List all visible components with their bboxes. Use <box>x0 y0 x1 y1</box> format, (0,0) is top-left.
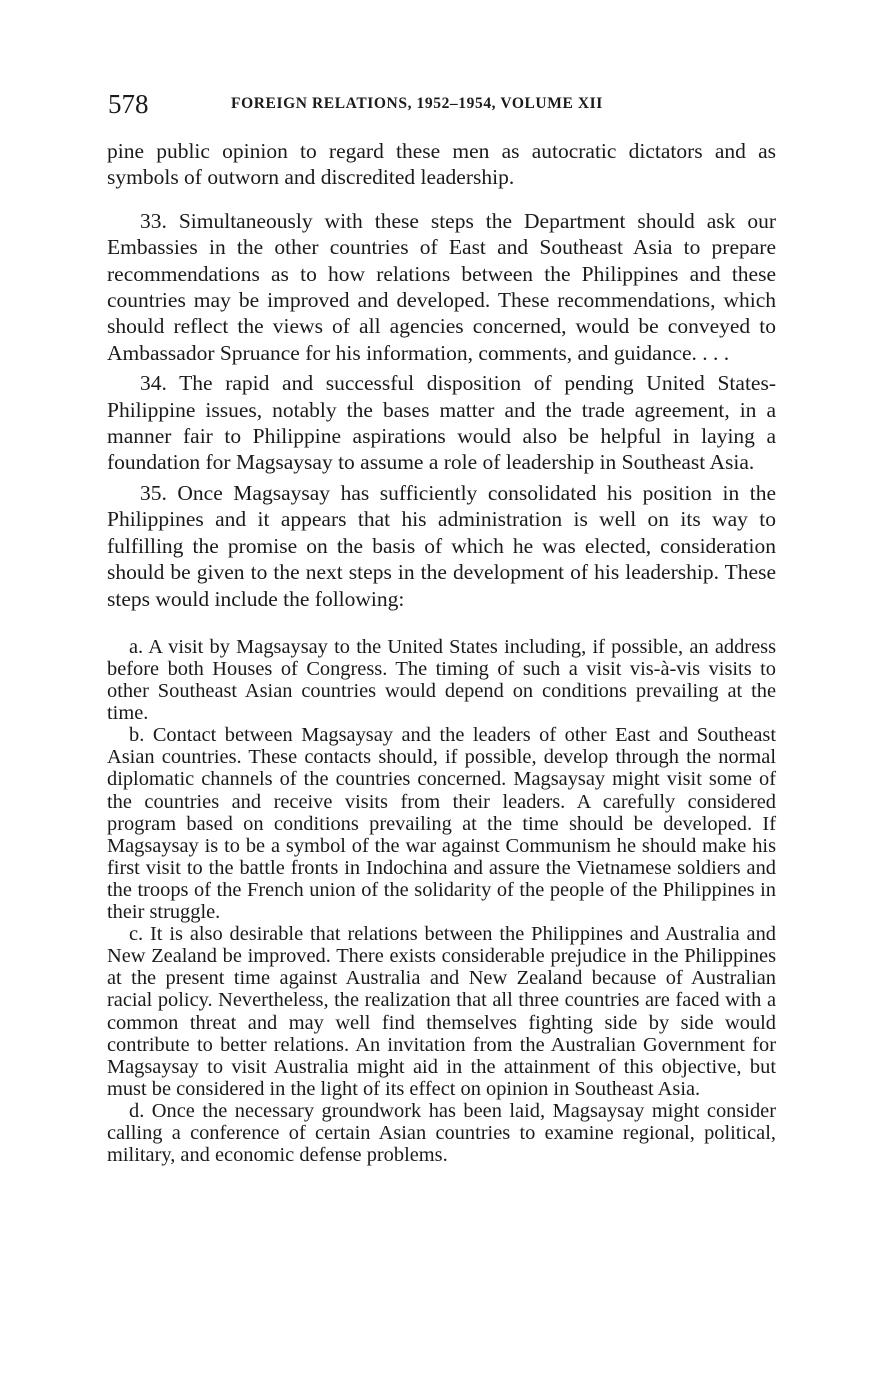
sub-item-c: c. It is also desirable that relations between the Philippines and Australia and New Zealand be improved. There exists considerable prejudice in the Philippines at the present time against Australia and New Zealand because of Australian racial policy. Nevertheless, the realization that all three countries are faced with a common threat and may well find themselves fighting side by side would contribute to better relations. An invitation from the Australian Government for Magsaysay to visit Australia might aid in the attainment of this objective, but must be considered in the light of its effect on opinion in Southeast Asia. <box>107 923 776 1100</box>
sub-item-b: b. Contact between Magsaysay and the leaders of other East and Southeast Asian countries. These contacts should, if possible, develop through the normal diplomatic channels of the countries concerned. Magsaysay might visit some of the countries and receive visits from their leaders. A carefully considered program based on conditions prevailing at the time should be developed. If Magsaysay is to be a symbol of the war against Communism he should make his first visit to the battle fronts in Indochina and assure the Vietnamese soldiers and the troops of the French union of the solidarity of the people of the Philippines in their struggle. <box>107 724 776 924</box>
paragraph-33: 33. Simultaneously with these steps the Department should ask our Embassies in the other countries of East and Southeast Asia to prepare recommendations as to how relations between the Philippines and these countries may be improved and developed. These recommendations, which should reflect the views of all agencies concerned, would be conveyed to Ambassador Spruance for his information, comments, and guidance. . . . <box>107 208 776 365</box>
sub-item-d: d. Once the necessary groundwork has been laid, Magsaysay might consider calling a conference of certain Asian countries to examine regional, political, military, and economic defense problems. <box>107 1099 776 1167</box>
document-page <box>107 84 776 1166</box>
page-number: 578 <box>108 89 149 119</box>
paragraph-continued: pine public opinion to regard these men as autocratic dictators and as symbols of outworn and discredited leadership. <box>107 139 776 190</box>
header-title: FOREIGN RELATIONS, 1952–1954, VOLUME XII <box>231 95 603 112</box>
paragraph-34: 34. The rapid and successful disposition of pending United States-Philippine issues, notably the bases matter and the trade agreement, in a manner fair to Philippine aspirations would also be helpful in laying a foundation for Magsaysay to assume a role of leadership in Southeast Asia. <box>107 371 776 475</box>
paragraph-35: 35. Once Magsaysay has sufficiently consolidated his position in the Philippines and it appears that his administration is well on its way to fulfilling the promise on the basis of which he was elected, consideration should be given to the next steps in the development of his leadership. These steps would include the following: <box>107 480 776 611</box>
sub-item-list <box>107 636 776 1166</box>
sub-item-a: a. A visit by Magsaysay to the United States including, if possible, an address before both Houses of Congress. The timing of such a visit vis-à-vis visits to other Southeast Asian countries would depend on conditions prevailing at the time. <box>107 635 776 725</box>
running-head <box>107 84 776 124</box>
